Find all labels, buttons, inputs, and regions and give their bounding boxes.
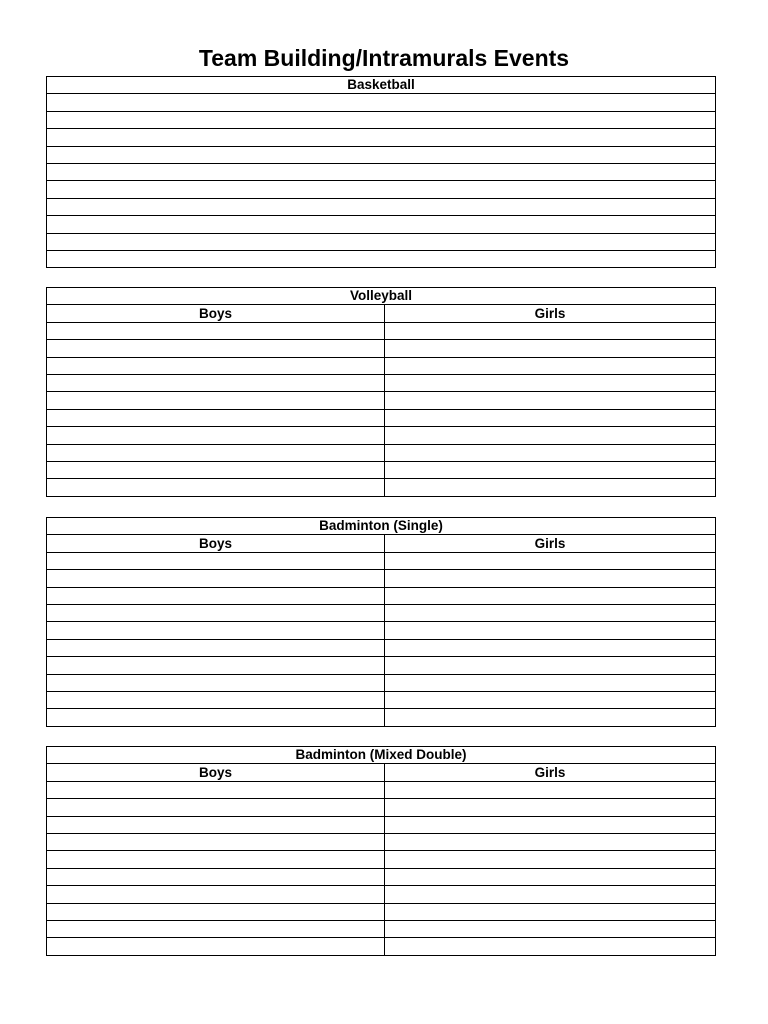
boys-name-cell[interactable] (47, 920, 385, 937)
boys-name-cell[interactable] (47, 622, 385, 639)
section-heading-row (47, 747, 716, 764)
signup-row (47, 570, 716, 587)
boys-name-cell[interactable] (47, 392, 385, 409)
name-cell[interactable] (47, 146, 716, 163)
girls-name-cell[interactable] (385, 709, 716, 726)
badminton-mixed-double-table (46, 746, 716, 956)
signup-row (47, 250, 716, 267)
section-heading: Volleyball (47, 288, 716, 305)
boys-name-cell[interactable] (47, 409, 385, 426)
boys-name-cell[interactable] (47, 938, 385, 955)
signup-row (47, 409, 716, 426)
signup-row (47, 322, 716, 339)
girls-name-cell[interactable] (385, 409, 716, 426)
girls-column-header: Girls (385, 535, 716, 552)
signup-row (47, 886, 716, 903)
boys-name-cell[interactable] (47, 639, 385, 656)
girls-name-cell[interactable] (385, 868, 716, 885)
signup-row (47, 816, 716, 833)
signup-row (47, 691, 716, 708)
girls-name-cell[interactable] (385, 322, 716, 339)
girls-name-cell[interactable] (385, 639, 716, 656)
boys-name-cell[interactable] (47, 479, 385, 496)
signup-row (47, 392, 716, 409)
girls-column-header: Girls (385, 764, 716, 781)
signup-row (47, 622, 716, 639)
signup-row (47, 374, 716, 391)
girls-name-cell[interactable] (385, 444, 716, 461)
signup-row (47, 111, 716, 128)
boys-name-cell[interactable] (47, 340, 385, 357)
girls-name-cell[interactable] (385, 833, 716, 850)
signup-row (47, 129, 716, 146)
signup-row (47, 938, 716, 955)
section-heading-row (47, 77, 716, 94)
boys-name-cell[interactable] (47, 357, 385, 374)
boys-name-cell[interactable] (47, 886, 385, 903)
girls-name-cell[interactable] (385, 674, 716, 691)
signup-row (47, 94, 716, 111)
boys-name-cell[interactable] (47, 833, 385, 850)
name-cell[interactable] (47, 250, 716, 267)
signup-row (47, 604, 716, 621)
boys-name-cell[interactable] (47, 444, 385, 461)
section-heading-row (47, 288, 716, 305)
signup-row (47, 851, 716, 868)
signup-rows (47, 94, 716, 268)
signup-row (47, 920, 716, 937)
boys-name-cell[interactable] (47, 868, 385, 885)
girls-name-cell[interactable] (385, 374, 716, 391)
boys-name-cell[interactable] (47, 552, 385, 569)
girls-name-cell[interactable] (385, 604, 716, 621)
signup-row (47, 674, 716, 691)
boys-name-cell[interactable] (47, 570, 385, 587)
column-header-row (47, 764, 716, 781)
boys-name-cell[interactable] (47, 374, 385, 391)
signup-row (47, 163, 716, 180)
boys-name-cell[interactable] (47, 903, 385, 920)
girls-name-cell[interactable] (385, 392, 716, 409)
girls-name-cell[interactable] (385, 691, 716, 708)
signup-rows (47, 781, 716, 955)
name-cell[interactable] (47, 233, 716, 250)
girls-name-cell[interactable] (385, 479, 716, 496)
section-heading-row (47, 518, 716, 535)
girls-name-cell[interactable] (385, 657, 716, 674)
section-heading: Badminton (Single) (47, 518, 716, 535)
signup-row (47, 657, 716, 674)
name-cell[interactable] (47, 111, 716, 128)
signup-row (47, 799, 716, 816)
signup-row (47, 444, 716, 461)
signup-row (47, 181, 716, 198)
signup-row (47, 781, 716, 798)
boys-name-cell[interactable] (47, 427, 385, 444)
girls-name-cell[interactable] (385, 816, 716, 833)
signup-row (47, 340, 716, 357)
girls-name-cell[interactable] (385, 903, 716, 920)
girls-name-cell[interactable] (385, 357, 716, 374)
signup-row (47, 357, 716, 374)
signup-rows (47, 322, 716, 496)
boys-column-header: Boys (47, 535, 385, 552)
girls-name-cell[interactable] (385, 587, 716, 604)
signup-row (47, 552, 716, 569)
boys-name-cell[interactable] (47, 461, 385, 478)
page-title: Team Building/Intramurals Events (198, 45, 570, 71)
signup-row (47, 479, 716, 496)
signup-row (47, 587, 716, 604)
signup-row (47, 709, 716, 726)
boys-column-header: Boys (47, 305, 385, 322)
signup-row (47, 198, 716, 215)
girls-name-cell[interactable] (385, 622, 716, 639)
name-cell[interactable] (47, 129, 716, 146)
girls-name-cell[interactable] (385, 938, 716, 955)
section-heading: Basketball (47, 77, 716, 94)
boys-name-cell[interactable] (47, 604, 385, 621)
boys-name-cell[interactable] (47, 691, 385, 708)
boys-name-cell[interactable] (47, 674, 385, 691)
girls-name-cell[interactable] (385, 920, 716, 937)
girls-name-cell[interactable] (385, 461, 716, 478)
signup-row (47, 233, 716, 250)
signup-row (47, 903, 716, 920)
boys-name-cell[interactable] (47, 709, 385, 726)
boys-name-cell[interactable] (47, 587, 385, 604)
boys-name-cell[interactable] (47, 816, 385, 833)
signup-row (47, 146, 716, 163)
name-cell[interactable] (47, 198, 716, 215)
signup-row (47, 216, 716, 233)
signup-row (47, 868, 716, 885)
column-header-row (47, 535, 716, 552)
girls-name-cell[interactable] (385, 427, 716, 444)
girls-column-header: Girls (385, 305, 716, 322)
column-header-row (47, 305, 716, 322)
section-heading: Badminton (Mixed Double) (47, 747, 716, 764)
boys-name-cell[interactable] (47, 781, 385, 798)
signup-row (47, 427, 716, 444)
boys-name-cell[interactable] (47, 657, 385, 674)
signup-row (47, 461, 716, 478)
name-cell[interactable] (47, 181, 716, 198)
name-cell[interactable] (47, 94, 716, 111)
girls-name-cell[interactable] (385, 851, 716, 868)
girls-name-cell[interactable] (385, 886, 716, 903)
girls-name-cell[interactable] (385, 340, 716, 357)
boys-name-cell[interactable] (47, 322, 385, 339)
girls-name-cell[interactable] (385, 799, 716, 816)
girls-name-cell[interactable] (385, 552, 716, 569)
volleyball-table (46, 287, 716, 497)
signup-row (47, 639, 716, 656)
signup-row (47, 833, 716, 850)
badminton-single-table (46, 517, 716, 727)
boys-column-header: Boys (47, 764, 385, 781)
name-cell[interactable] (47, 216, 716, 233)
girls-name-cell[interactable] (385, 570, 716, 587)
signup-rows (47, 552, 716, 726)
basketball-table (46, 76, 716, 268)
name-cell[interactable] (47, 163, 716, 180)
boys-name-cell[interactable] (47, 799, 385, 816)
boys-name-cell[interactable] (47, 851, 385, 868)
girls-name-cell[interactable] (385, 781, 716, 798)
